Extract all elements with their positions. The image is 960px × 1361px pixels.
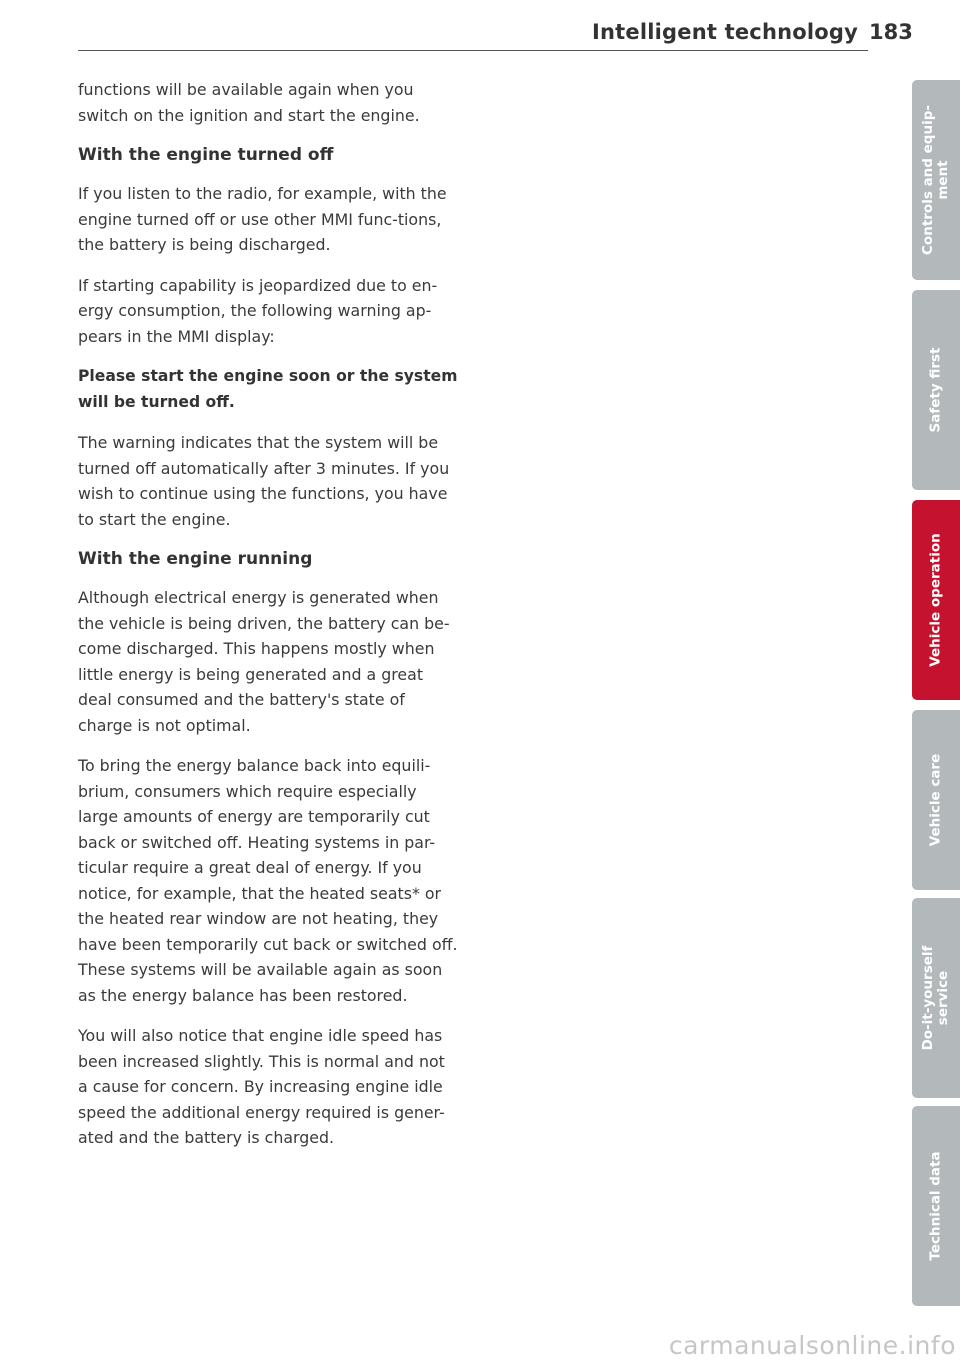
tab-label: Vehicle operation xyxy=(927,533,944,667)
tab-controls-and-equipment[interactable] xyxy=(912,80,960,280)
paragraph: If you listen to the radio, for example, with the engine turned off or use other MMI func-tions, the battery is being discharged. xyxy=(78,184,447,254)
tab-label: Do-it-yourself service xyxy=(920,945,951,1051)
paragraph: If starting capability is jeopardized due to en-ergy consumption, the following warning ap-pears in the MMI display: xyxy=(78,275,438,346)
section-heading: With the engine running xyxy=(78,549,313,569)
page-header-title: Intelligent technology xyxy=(592,20,859,44)
tab-vehicle-care[interactable] xyxy=(912,710,960,890)
watermark: carmanualsonline.info xyxy=(668,1331,956,1360)
tab-safety-first[interactable] xyxy=(912,290,960,490)
paragraph: functions will be available again when you switch on the ignition and start the engine. xyxy=(78,80,420,125)
tab-label: Controls and equip- ment xyxy=(920,105,951,255)
tab-technical-data[interactable] xyxy=(912,1106,960,1306)
header-rule xyxy=(78,50,868,51)
paragraph: You will also notice that engine idle speed has been increased slightly. This is normal and not a cause for concern. By increasing engine idle speed the additional energy required is gener-ated and the battery is charged. xyxy=(78,1026,445,1147)
main-content xyxy=(78,77,458,1166)
tab-vehicle-operation[interactable] xyxy=(912,500,960,700)
tab-do-it-yourself-service[interactable] xyxy=(912,898,960,1098)
tab-label: Technical data xyxy=(927,1151,944,1261)
paragraph: The warning indicates that the system will be turned off automatically after 3 minutes. If you wish to continue using the functions, you have to start the engine. xyxy=(78,433,450,529)
tab-label: Vehicle care xyxy=(927,753,944,847)
mmi-warning-message: Please start the engine soon or the system will be turned off. xyxy=(78,367,458,411)
paragraph: Although electrical energy is generated when the vehicle is being driven, the battery can be-come discharged. This happens mostly when little energy is being generated and a great deal consumed and the battery's state of charge is not optimal. xyxy=(78,588,450,735)
page-number: 183 xyxy=(869,20,913,44)
paragraph: To bring the energy balance back into equili-brium, consumers which require especially large amounts of energy are temporarily cut back or switched off. Heating systems in par-ticular require a great deal of energy. If you notice, for example, that the heated seats* or the heated rear window are not heating, they have been temporarily cut back or switched off. These systems will be available again as soon as the energy balance has been restored. xyxy=(78,756,458,1005)
section-heading: With the engine turned off xyxy=(78,145,334,165)
tab-label: Safety first xyxy=(927,347,944,433)
